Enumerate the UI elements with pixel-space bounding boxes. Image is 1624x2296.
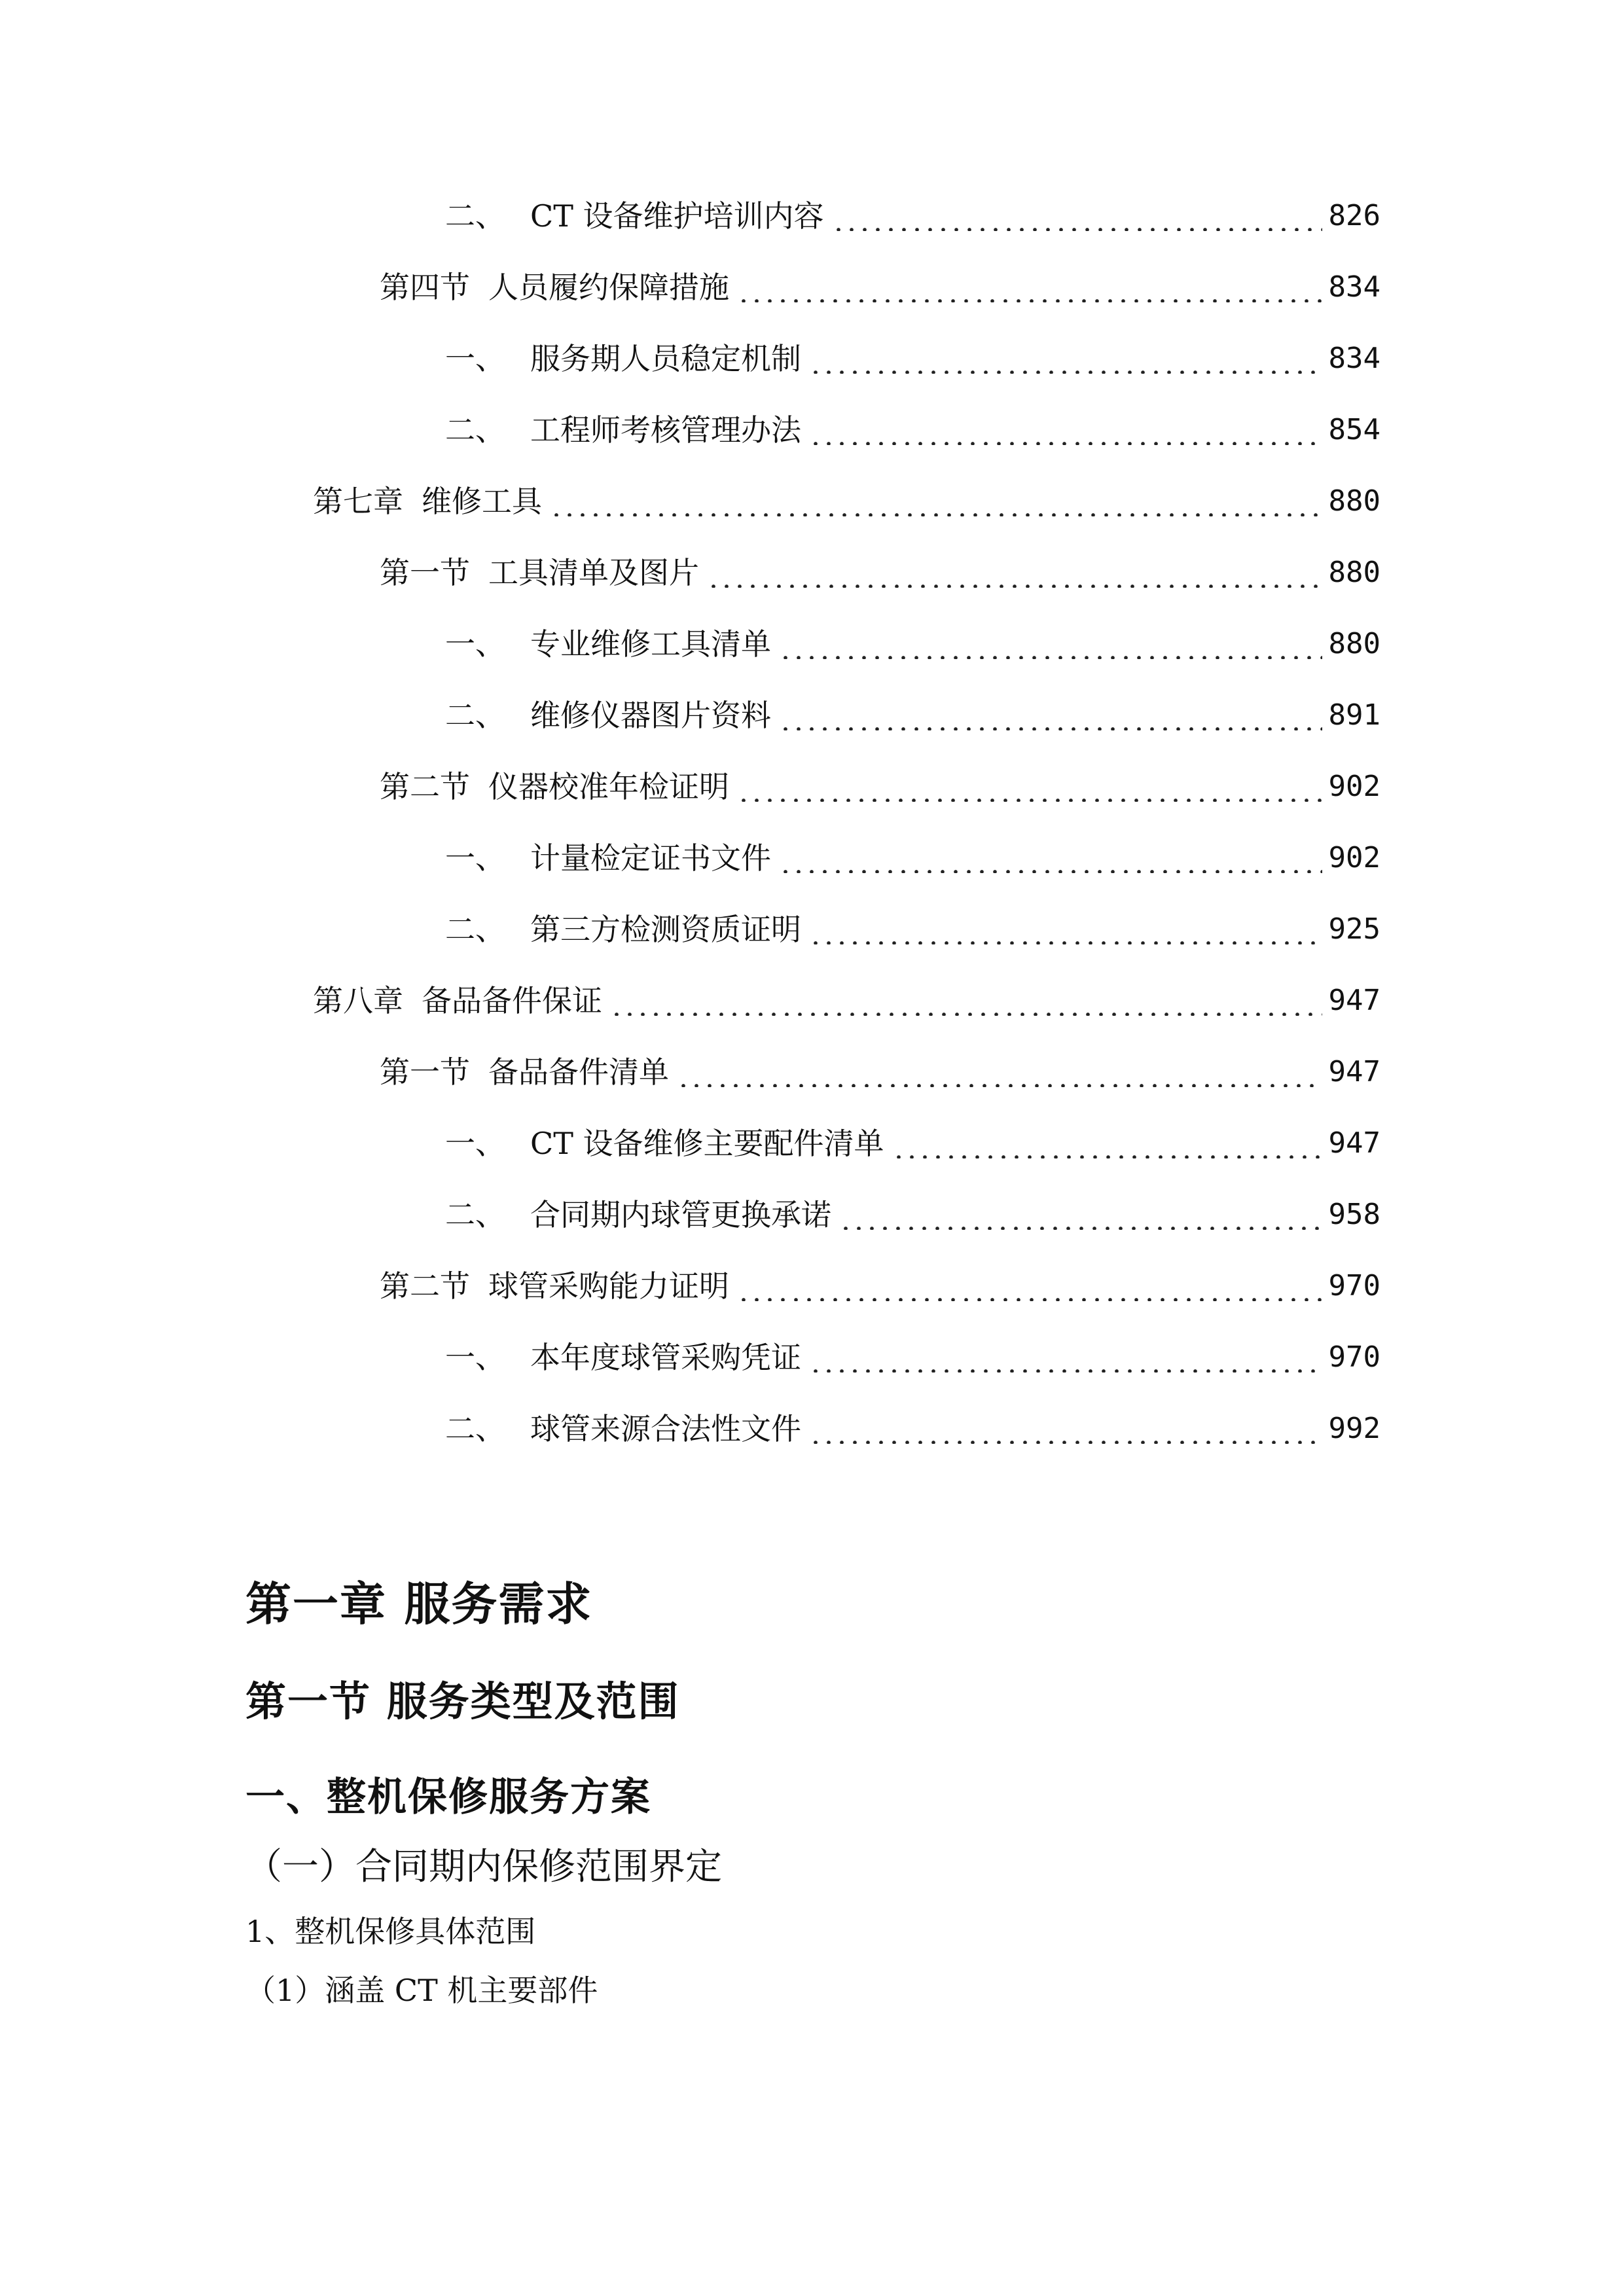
section-heading: 第一节 服务类型及范围: [245, 1677, 680, 1725]
toc-entry[interactable]: [445, 1117, 1380, 1170]
toc-entry-title: 人员履约保障措施: [488, 270, 729, 305]
toc-entry-title: CT 设备维护培训内容: [530, 198, 824, 234]
toc-entry[interactable]: [445, 1331, 1380, 1384]
toc-entry-number: 一、: [445, 1126, 505, 1161]
toc-entry[interactable]: [380, 761, 1380, 813]
toc-entry[interactable]: [380, 547, 1380, 599]
toc-entry[interactable]: [313, 475, 1380, 528]
toc-dot-leader: [809, 415, 1322, 445]
toc-page-number: 880: [1328, 556, 1380, 589]
toc-entry-title: 工程师考核管理办法: [530, 412, 801, 448]
toc-entry-title: 第三方检测资质证明: [530, 912, 801, 947]
toc-page-number: 902: [1328, 841, 1380, 874]
toc-entry-number: 二、: [445, 698, 505, 733]
toc-entry[interactable]: [380, 1260, 1380, 1312]
toc-dot-leader: [779, 843, 1322, 873]
toc-entry-number: 第七章: [313, 484, 403, 519]
toc-page-number: 947: [1328, 984, 1380, 1017]
toc-dot-leader: [737, 1271, 1322, 1301]
toc-page-number: 880: [1328, 627, 1380, 660]
toc-entry-number: 一、: [445, 626, 505, 662]
toc-entry[interactable]: [445, 689, 1380, 742]
toc-entry-number: 一、: [445, 1340, 505, 1375]
toc-entry-title: 工具清单及图片: [488, 555, 699, 590]
toc-entry-title: 计量检定证书文件: [530, 840, 771, 876]
toc-entry-title: 本年度球管采购凭证: [530, 1340, 801, 1375]
toc-entry-number: 二、: [445, 412, 505, 448]
toc-entry-title: 球管采购能力证明: [488, 1268, 729, 1304]
toc-entry-title: 维修工具: [422, 484, 542, 519]
toc-entry-number: 第一节: [380, 555, 470, 590]
subsection-heading: 一、整机保修服务方案: [245, 1774, 651, 1820]
toc-entry-title: 服务期人员稳定机制: [530, 341, 801, 376]
toc-page-number: 925: [1328, 912, 1380, 946]
toc-entry-title: 专业维修工具清单: [530, 626, 771, 662]
toc-page-number: 947: [1328, 1055, 1380, 1088]
toc-entry-title: 球管来源合法性文件: [530, 1411, 801, 1446]
toc-page-number: 880: [1328, 484, 1380, 518]
toc-dot-leader: [610, 986, 1322, 1016]
toc-dot-leader: [892, 1128, 1322, 1158]
toc-entry[interactable]: [313, 975, 1380, 1027]
toc-entry[interactable]: [380, 261, 1380, 314]
toc-dot-leader: [550, 486, 1322, 516]
toc-entry[interactable]: [445, 1403, 1380, 1455]
item-heading: 1、整机保修具体范围: [245, 1914, 536, 1949]
toc-page-number: 970: [1328, 1340, 1380, 1374]
toc-entry[interactable]: [445, 332, 1380, 385]
toc-entry-title: 仪器校准年检证明: [488, 769, 729, 804]
toc-entry[interactable]: [445, 618, 1380, 670]
sub-subsection-heading: （一）合同期内保修范围界定: [245, 1846, 722, 1888]
toc-entry-title: 备品备件清单: [488, 1054, 669, 1090]
toc-dot-leader: [779, 629, 1322, 659]
toc-dot-leader: [809, 1342, 1322, 1372]
toc-page-number: 826: [1328, 199, 1380, 232]
toc-dot-leader: [779, 700, 1322, 730]
toc-dot-leader: [677, 1057, 1322, 1087]
toc-page-number: 947: [1328, 1126, 1380, 1160]
toc-entry-title: CT 设备维修主要配件清单: [530, 1126, 884, 1161]
toc-entry-number: 第八章: [313, 983, 403, 1018]
toc-page-number: 891: [1328, 698, 1380, 732]
toc-entry-title: 备品备件保证: [422, 983, 602, 1018]
sub-item-heading: （1）涵盖 CT 机主要部件: [245, 1973, 598, 2008]
toc-entry-number: 一、: [445, 341, 505, 376]
toc-dot-leader: [809, 914, 1322, 944]
toc-page-number: 854: [1328, 413, 1380, 446]
toc-entry-number: 第一节: [380, 1054, 470, 1090]
toc-entry-number: 第四节: [380, 270, 470, 305]
toc-entry-title: 维修仪器图片资料: [530, 698, 771, 733]
toc-dot-leader: [839, 1200, 1322, 1230]
toc-entry-number: 第二节: [380, 1268, 470, 1304]
toc-entry[interactable]: [445, 190, 1380, 242]
toc-dot-leader: [737, 772, 1322, 802]
toc-page-number: 902: [1328, 770, 1380, 803]
toc-entry-number: 二、: [445, 912, 505, 947]
toc-page-number: 992: [1328, 1412, 1380, 1445]
toc-dot-leader: [832, 201, 1322, 231]
toc-page-number: 834: [1328, 342, 1380, 375]
toc-entry-title: 合同期内球管更换承诺: [530, 1197, 831, 1232]
toc-entry[interactable]: [380, 1046, 1380, 1098]
toc-entry[interactable]: [445, 1189, 1380, 1241]
toc-entry[interactable]: [445, 404, 1380, 456]
toc-entry-number: 二、: [445, 198, 505, 234]
toc-page-number: 958: [1328, 1198, 1380, 1231]
toc-dot-leader: [809, 1414, 1322, 1444]
toc-dot-leader: [707, 558, 1322, 588]
toc-dot-leader: [737, 272, 1322, 302]
toc-page-number: 834: [1328, 270, 1380, 304]
toc-entry-number: 二、: [445, 1411, 505, 1446]
chapter-heading: 第一章 服务需求: [245, 1577, 593, 1631]
toc-dot-leader: [809, 344, 1322, 374]
toc-entry-number: 第二节: [380, 769, 470, 804]
toc-entry[interactable]: [445, 832, 1380, 884]
toc-entry-number: 二、: [445, 1197, 505, 1232]
toc-page-number: 970: [1328, 1269, 1380, 1302]
toc-entry-number: 一、: [445, 840, 505, 876]
toc-entry[interactable]: [445, 903, 1380, 956]
